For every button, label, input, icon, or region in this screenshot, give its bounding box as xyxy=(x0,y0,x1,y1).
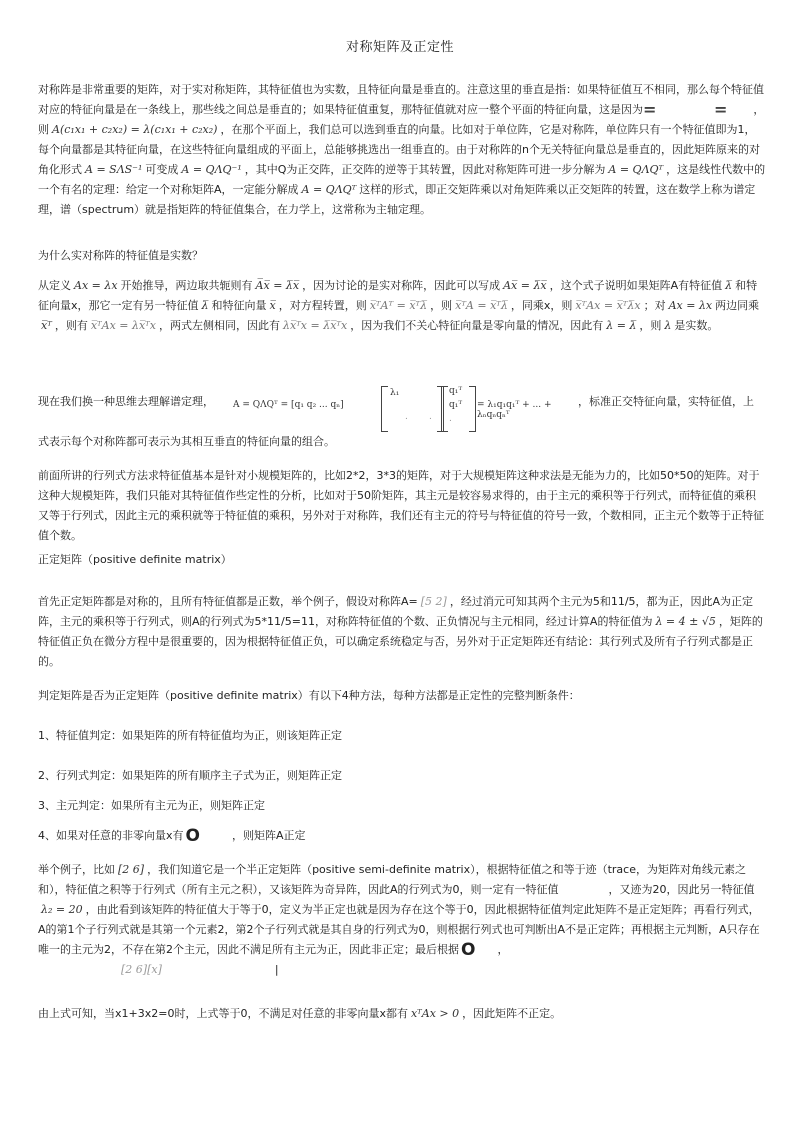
formula: xᵀAx > 0 xyxy=(410,1007,460,1020)
equation-left: A = QΛQᵀ = [q₁ q₂ ... qₙ] xyxy=(233,400,344,410)
criterion-determinant: 2、行列式判定：如果矩阵的所有顺序主子式为正，则矩阵正定 xyxy=(38,769,342,782)
matrix-fragment: [2 6] xyxy=(118,863,145,876)
formula: x̅ xyxy=(269,299,276,312)
formula: x̅ᵀAᵀ = x̅ᵀλ̅ xyxy=(369,299,428,312)
formula: x̅ᵀ xyxy=(41,319,52,332)
formula: Ax̅ = λ̅x̅ xyxy=(503,279,547,292)
paragraph-semidefinite-example: 举个例子，比如 [2 6] ，我们知道它是一个半正定矩阵（positive semi-definite matrix），根据特征值之和等于迹（trace，为矩阵对角线元素之和），特征值之积等于行列式（所有主元之积），又该矩阵为奇异阵，因此A的行列式为0，则一定有一特征值 ，又迹为20，因此另一特征值λ₂ = 20 ，由此看到该矩阵的特征值大于等于0，定义为半正定也就是因为存在这个等于0，因此根据特征值判定此矩阵不是正定矩阵；再看行列式，A的第1个子行列式就是其第一个元素2，第2个子行列式就是其自身的行列式为0，则根据行列式也可判断出A不是正定阵；再根据主元判断，A只存在唯一的主元为2，不存在第2个主元，因此不满足所有主元为正，因此非正定；最后根据 O ， [2 6][x] | xyxy=(38,863,760,976)
matrix-entry-lambda1: λ₁ xyxy=(390,388,400,398)
paragraph-criteria-intro: 判定矩阵是否为正定矩阵（positive definite matrix）有以下4种方法，每种方法都是正定性的完整判断条件： xyxy=(38,689,580,702)
matrix-fragment: [2 6][x] xyxy=(121,963,162,976)
formula: λ₂ = 20 xyxy=(41,903,83,916)
formula: A = QΛQᵀ xyxy=(608,163,664,176)
formula-placeholder: O xyxy=(185,826,200,846)
formula: Ax = λx xyxy=(74,279,118,292)
formula: A = QΛQ⁻¹ xyxy=(181,163,242,176)
formula: x̅ᵀA = x̅ᵀλ̅ xyxy=(455,299,508,312)
criterion-pivot: 3、主元判定：如果所有主元为正，则矩阵正定 xyxy=(38,799,265,812)
paragraph-conclusion: 由上式可知，当x1+3x2=0时，上式等于0，不满足对任意的非零向量x都有 xᵀAx > 0 ，因此矩阵不正定。 xyxy=(38,1007,562,1020)
formula: λx̅ᵀx = λ̅x̅ᵀx xyxy=(283,319,348,332)
paragraph-spectral-intro: 对称阵是非常重要的矩阵，对于实对称矩阵，其特征值也为实数，且特征向量是垂直的。注意这里的垂直是指：如果特征值互不相同，那么每个特征值对应的特征向量是在一条线上，那些线之间总是垂直的；如果特征值重复，那特征值就对应一整个平面的特征向量，这是因为= =，则 A(c₁x₁ + c₂x₂) = λ(c₁x₁ + c₂x₂) ，在那个平面上，我们总可以选到垂直的向量。比如对于单位阵，它是对称阵，单位阵只有一个特征值即为1，每个向量都是其特征向量，在这些特征向量组成的平面上，总能够挑选出一组垂直的。由于对称阵的n个无关特征向量总是垂直的，因此矩阵原来的对角化形式 A = SΛS⁻¹ 可变成 A = QΛQ⁻¹ ，其中Q为正交阵，正交阵的逆等于其转置，因此对称矩阵可进一步分解为 A = QΛQᵀ ，这是线性代数中的一个有名的定理：给定一个对称矩阵A，一定能分解成 A = QΛQᵀ 这样的形式，即正交矩阵乘以对角矩阵乘以正交矩阵的转置，这在数学上称为谱定理，谱（spectrum）就是指矩阵的特征值集合，在力学上，这常称为主轴定理。 xyxy=(38,83,766,216)
paragraph-real-eigenvalue-proof: 从定义 Ax = λx 开始推导，两边取共轭则有 A̅x̅ = λ̅x̅ ，因为讨论的是实对称阵，因此可以写成 Ax̅ = λ̅x̅ ，这个式子说明如果矩阵A有特征值 λ̅ 和特征向量x，那它一定有另一特征值 λ̅ 和特征向量 x̅ ，对方程转置，则 x̅ᵀAᵀ = x̅ᵀλ̅ ，则 x̅ᵀA = x̅ᵀλ̅ ，同乘x，则 x̅ᵀAx = x̅ᵀλ̅x ；对 Ax = λx 两边同乘x̅ᵀ ，则有 x̅ᵀAx = λx̅ᵀx ，两式左侧相同，因此有 λx̅ᵀx = λ̅x̅ᵀx ，因为我们不关心特征向量是零向量的情况，因此有 λ = λ̅ ，则 λ 是实数。 xyxy=(38,279,760,332)
formula: x̅ᵀAx = x̅ᵀλ̅x xyxy=(575,299,641,312)
formula: λ = λ̅ xyxy=(606,319,637,332)
paragraph-spectral-view-summary: 式表示每个对称阵都可表示为其相互垂直的特征向量的组合。 xyxy=(38,435,335,448)
paragraph-positive-definite-example: 首先正定矩阵都是对称的，且所有特征值都是正数，举个例子，假设对称阵A= [5 2] ，经过消元可知其两个主元为5和11/5，都为正，因此A为正定阵，主元的乘积等于行列式，则A的行列式为5*11/5=11，对称阵特征值的个数、正负情况与主元相同，经过计算A的特征值为 λ = 4 ± √5 ，矩阵的特征值正负在微分方程中是很重要的，因为根据特征值正负，可以确定系统稳定与否，另外对于正定矩阵还有结论：其行列式及所有子行列式都是正的。 xyxy=(38,595,763,668)
matrix-entry-q1t: q₁ᵀ xyxy=(449,386,463,396)
formula-fragment: | xyxy=(274,963,279,976)
matrix-bracket-left xyxy=(381,386,388,432)
formula: λ̅ xyxy=(725,279,733,292)
spectral-theorem-equation: A = QΛQᵀ = [q₁ q₂ ... qₙ] λ₁ . . q₁ᵀ q₁ᵀ . = λ₁q₁q₁ᵀ + ... + λₙqₙqₙᵀ xyxy=(233,384,573,432)
formula: λ̅ xyxy=(201,299,209,312)
page-title: 对称矩阵及正定性 xyxy=(345,40,454,55)
matrix-bracket-right xyxy=(469,386,476,432)
formula: A̅x̅ = λ̅x̅ xyxy=(255,279,300,292)
section-heading-positive-definite: 正定矩阵（positive definite matrix） xyxy=(38,553,232,566)
paragraph-large-matrix: 前面所讲的行列式方法求特征值基本是针对小规模矩阵的，比如2*2，3*3的矩阵，对于大规模矩阵这种求法是无能为力的，比如50*50的矩阵。对于这种大规模矩阵，我们只能对其特征值作些定性的分析，比如对于50阶矩阵，其主元是较容易求得的，由于主元的乘积等于行列式，而特征值的乘积又等于行列式，因此主元的乘积就等于特征值的乘积，另外对于对称阵，我们还有主元的符号与特征值的符号一致，个数相同，正主元个数等于正特征值个数。 xyxy=(38,469,764,542)
paragraph-spectral-view-tail: ，标准正交特征向量，实特征值，上 xyxy=(578,395,754,408)
matrix-entry-q2t: q₁ᵀ xyxy=(449,400,463,410)
criterion-quadratic-form: 4、如果对任意的非零向量x有 O ，则矩阵A正定 xyxy=(38,826,306,846)
formula: λ = 4 ± √5 xyxy=(655,615,716,628)
double-line-symbol: = = xyxy=(643,100,754,119)
paragraph-spectral-view-lead: 现在我们换一种思维去理解谱定理， xyxy=(38,395,214,408)
formula: x̅ᵀAx = λx̅ᵀx xyxy=(90,319,157,332)
criterion-eigenvalue: 1、特征值判定：如果矩阵的所有特征值均为正，则该矩阵正定 xyxy=(38,729,342,742)
question-heading: 为什么实对称阵的特征值是实数？ xyxy=(38,249,203,262)
formula: A(c₁x₁ + c₂x₂) = λ(c₁x₁ + c₂x₂) xyxy=(52,123,218,136)
formula: A = SΛS⁻¹ xyxy=(85,163,143,176)
matrix-bracket-left xyxy=(441,386,448,432)
matrix-fragment: [5 2] xyxy=(420,595,447,608)
formula: A = QΛQᵀ xyxy=(301,183,357,196)
formula-placeholder: O xyxy=(461,940,476,960)
equation-right: = λ₁q₁q₁ᵀ + ... + λₙqₙqₙᵀ xyxy=(477,400,552,420)
formula: λ xyxy=(664,319,672,332)
formula: Ax = λx xyxy=(668,299,713,312)
